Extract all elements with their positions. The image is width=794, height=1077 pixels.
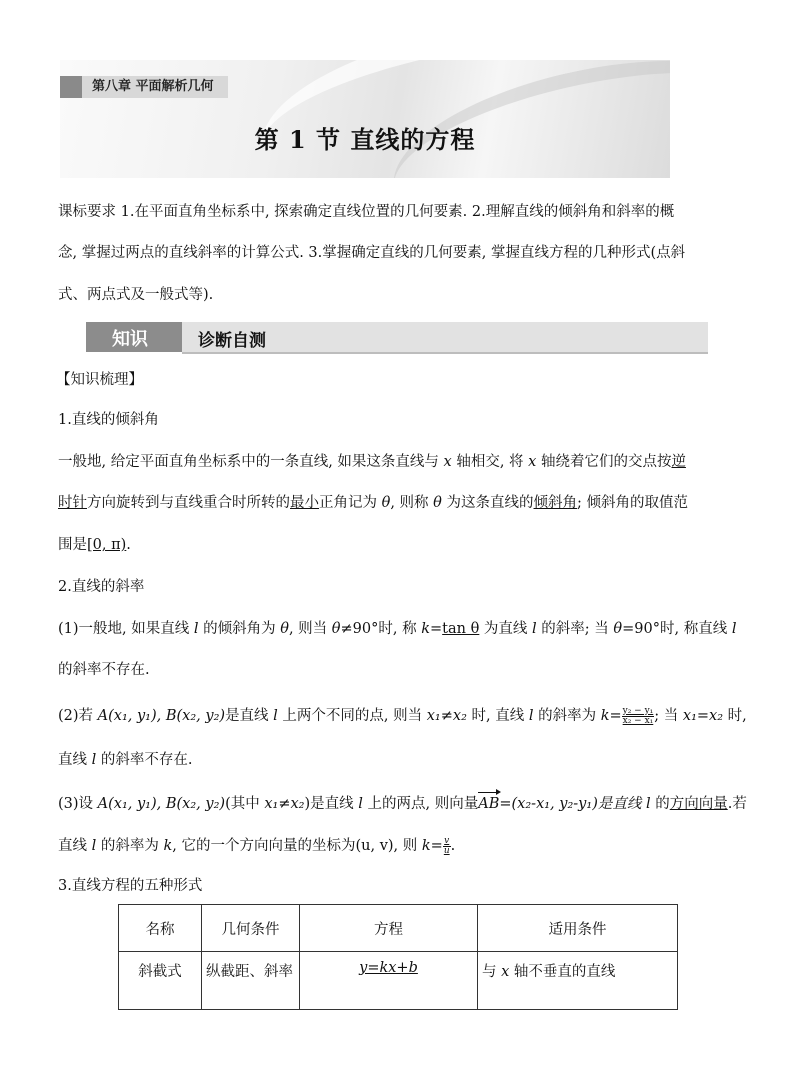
s1-line-1: 一般地, 给定平面直角坐标系中的一条直线, 如果这条直线与 x 轴相交, 将 x 轴绕着它们的交点按逆 bbox=[58, 454, 686, 470]
s1-heading: 1.直线的倾斜角 bbox=[58, 412, 159, 428]
knowledge-title: 诊断自测 bbox=[198, 331, 266, 351]
table-cell: y=kx+b bbox=[300, 952, 478, 1010]
s2-p1-line-2: 的斜率不存在. bbox=[58, 662, 150, 678]
slope-fraction: $\frac{\text{y₂ − y₁}}{\text{x₂ − x₁}}$ bbox=[622, 705, 654, 726]
table-header-row bbox=[119, 905, 678, 952]
table-header: 适用条件 bbox=[478, 905, 678, 952]
s1-line-2: 时针方向旋转到与直线重合时所转的最小正角记为 θ, 则称 θ 为这条直线的倾斜角; 倾斜角的取值范 bbox=[58, 495, 689, 511]
s2-p3-line-2: 直线 l 的斜率为 k, 它的一个方向向量的坐标为(u, v), 则 k= $\frac{v}{u}$ . bbox=[58, 835, 456, 856]
table-cell: 与 x 轴不垂直的直线 bbox=[478, 952, 678, 1010]
knowledge-heading: 【知识梳理】 bbox=[56, 372, 143, 388]
chapter-title: 第八章 平面解析几何 bbox=[82, 76, 228, 98]
direction-fraction: $\frac{v}{u}$ bbox=[443, 835, 450, 856]
chapter-label bbox=[60, 76, 228, 98]
s3-heading: 3.直线方程的五种形式 bbox=[58, 878, 203, 894]
s2-p1-line-1: (1)一般地, 如果直线 l 的倾斜角为 θ, 则当 θ≠90°时, 称 k=tan θ 为直线 l 的斜率; 当 θ=90°时, 称直线 l bbox=[58, 621, 737, 637]
table-cell: 斜截式 bbox=[119, 952, 202, 1010]
knowledge-tag-text: 知识 bbox=[112, 329, 148, 350]
standards-line-1: 课标要求 1.在平面直角坐标系中, 探索确定直线位置的几何要素. 2.理解直线的倾斜角和斜率的概 bbox=[58, 204, 675, 220]
section-title: 第 1 节 直线的方程 bbox=[254, 125, 476, 154]
s2-p2-line-1: (2)若 A(x₁, y₁), B(x₂, y₂)是直线 l 上两个不同的点, 则当 x₁≠x₂ 时, 直线 l 的斜率为 k= $\frac{\text{y₂ − y₁}}{\text{x₂ − x₁}}$ ; 当 x₁=x₂ 时, bbox=[58, 705, 747, 726]
s2-p2-line-2: 直线 l 的斜率不存在. bbox=[58, 752, 193, 768]
s1-line-3: 围是[0, π). bbox=[58, 537, 131, 553]
table-header: 方程 bbox=[300, 905, 478, 952]
chapter-banner bbox=[60, 60, 670, 178]
line-forms-table bbox=[118, 904, 678, 1010]
table-cell: 纵截距、斜率 bbox=[202, 952, 300, 1010]
table-row bbox=[119, 952, 678, 1010]
knowledge-title-bg bbox=[182, 322, 708, 354]
s2-p3-line-1: (3)设 A(x₁, y₁), B(x₂, y₂)(其中 x₁≠x₂)是直线 l 上的两点, 则向量AB=(x₂-x₁, y₂-y₁)是直线 l 的方向向量.若 bbox=[58, 796, 747, 812]
vector-ab: AB bbox=[478, 796, 500, 812]
knowledge-tag bbox=[86, 322, 182, 352]
s2-heading: 2.直线的斜率 bbox=[58, 579, 145, 595]
knowledge-section-bar bbox=[86, 322, 708, 352]
standards-line-3: 式、两点式及一般式等). bbox=[58, 287, 214, 303]
table-header: 名称 bbox=[119, 905, 202, 952]
standards-line-2: 念, 掌握过两点的直线斜率的计算公式. 3.掌握确定直线的几何要素, 掌握直线方程的几种形式(点斜 bbox=[58, 245, 686, 261]
table-header: 几何条件 bbox=[202, 905, 300, 952]
chapter-marker bbox=[60, 76, 82, 98]
